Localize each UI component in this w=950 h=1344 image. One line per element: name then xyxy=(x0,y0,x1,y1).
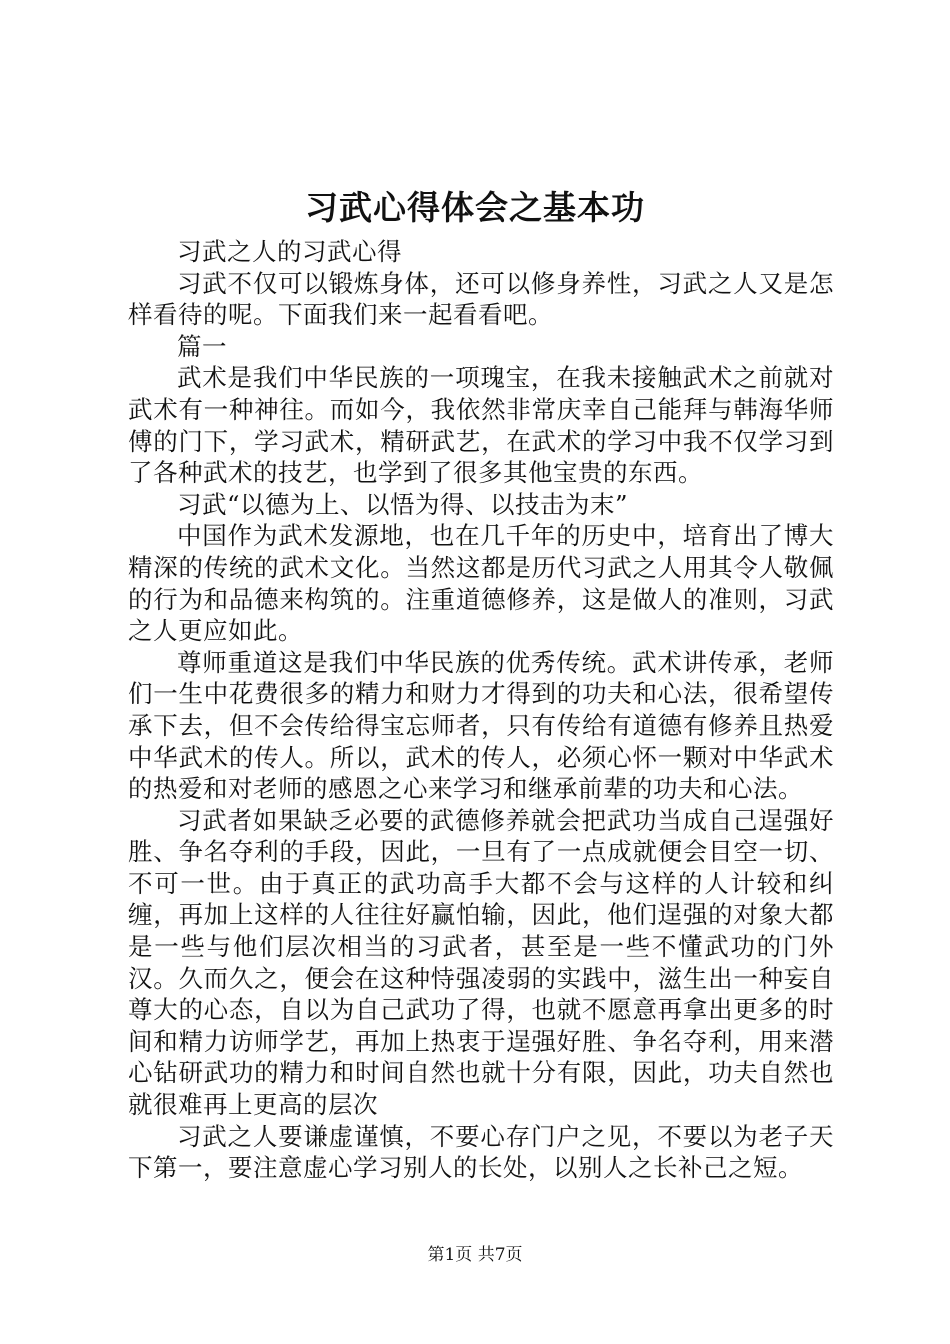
paragraph-body: 习武者如果缺乏必要的武德修养就会把武功当成自己逞强好胜、争名夺利的手段，因此，一旦有了一点成就便会目空一切、不可一世。由于真正的武功高手大都不会与这样的人计较和纠缠，再加上这样的人往往好赢怕输，因此，他们逞强的对象大都是一些与他们层次相当的习武者，甚至是一些不懂武功的门外汉。久而久之，便会在这种恃强凌弱的实践中，滋生出一种妄自尊大的心态，自以为自己武功了得，也就不愿意再拿出更多的时间和精力访师学艺，再加上热衷于逞强好胜、争名夺利，用来潜心钻研武功的精力和时间自然也就十分有限，因此，功夫自然也就很难再上更高的层次 xyxy=(128,805,834,1120)
document-title: 习武心得体会之基本功 xyxy=(305,188,645,227)
document-body xyxy=(128,236,834,1184)
paragraph-body: 尊师重道这是我们中华民族的优秀传统。武术讲传承，老师们一生中花费很多的精力和财力才得到的功夫和心法，很希望传承下去，但不会传给得宝忘师者，只有传给有道德有修养且热爱中华武术的传人。所以，武术的传人，必须心怀一颗对中华武术的热爱和对老师的感恩之心来学习和继承前辈的功夫和心法。 xyxy=(128,647,834,804)
paragraph-body: 习武之人要谦虚谨慎，不要心存门户之见，不要以为老子天下第一，要注意虚心学习别人的长处，以别人之长补己之短。 xyxy=(128,1121,834,1183)
paragraph-subtitle: 习武之人的习武心得 xyxy=(177,237,402,266)
paragraph-body: 中国作为武术发源地，也在几千年的历史中，培育出了博大精深的传统的武术文化。当然这都是历代习武之人用其令人敬佩的行为和品德来构筑的。注重道德修养，这是做人的准则，习武之人更应如此。 xyxy=(128,521,834,646)
page-footer: 第1页 共7页 xyxy=(427,1245,523,1265)
paragraph-section-label: 篇一 xyxy=(177,331,227,361)
paragraph-intro: 习武不仅可以锻炼身体，还可以修身养性，习武之人又是怎样看待的呢。下面我们来一起看看吧。 xyxy=(128,268,834,330)
paragraph-heading: 习武“以德为上、以悟为得、以技击为末” xyxy=(177,489,629,519)
paragraph-body: 武术是我们中华民族的一项瑰宝，在我未接触武术之前就对武术有一种神往。而如今，我依然非常庆幸自己能拜与韩海华师傅的门下，学习武术，精研武艺，在武术的学习中我不仅学习到了各种武术的技艺，也学到了很多其他宝贵的东西。 xyxy=(128,363,834,488)
